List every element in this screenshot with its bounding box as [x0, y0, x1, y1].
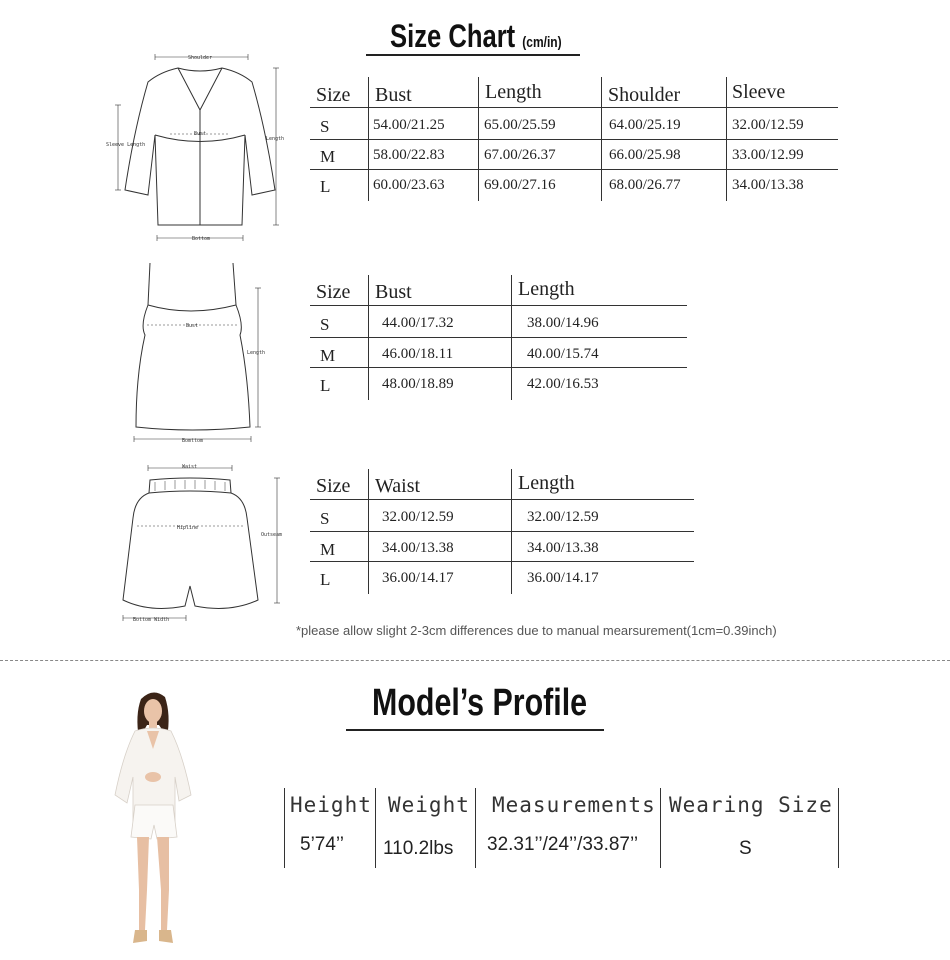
cami-th-size: Size: [316, 281, 351, 303]
top-rule-1: [310, 107, 838, 108]
shorts-cell: 36.00/14.17: [382, 570, 454, 586]
top-sketch: [100, 50, 300, 250]
shorts-cell: 32.00/12.59: [527, 509, 599, 525]
top-cell: 69.00/27.16: [484, 177, 556, 193]
top-cell: 64.00/25.19: [609, 117, 681, 133]
top-rule-2: [310, 139, 838, 140]
section-divider: [0, 660, 950, 661]
cami-rule-3: [310, 367, 687, 368]
shorts-th-waist: Waist: [375, 475, 421, 497]
model-photo-svg: [105, 685, 205, 955]
top-col-rule-3: [601, 77, 602, 201]
profile-col-rule-1: [375, 788, 376, 868]
top-label-sleeve: Sleeve Length: [106, 142, 146, 148]
top-label-shoulder: Shoulder: [188, 55, 213, 61]
cami-cell: 42.00/16.53: [527, 376, 599, 392]
top-cell: 65.00/25.59: [484, 117, 556, 133]
top-label-bottom: Bottom: [192, 236, 211, 242]
cami-sketch-svg: [120, 255, 280, 450]
cami-cell: 48.00/18.89: [382, 376, 454, 392]
profile-height-value: 5’74’’: [300, 834, 345, 855]
cami-cell: L: [320, 376, 331, 395]
top-col-rule-4: [726, 77, 727, 201]
top-cell: 32.00/12.59: [732, 117, 804, 133]
top-cell: 34.00/13.38: [732, 177, 804, 193]
profile-weight-value: 110.2lbs: [383, 838, 454, 859]
shorts-label-waist: Waist: [182, 464, 198, 470]
shorts-cell: 36.00/14.17: [527, 570, 599, 586]
top-th-sleeve: Sleeve: [732, 81, 786, 103]
cami-cell: 38.00/14.96: [527, 315, 599, 331]
cami-label-bottom: Bomttom: [182, 438, 204, 444]
profile-th-height: Height: [290, 793, 372, 817]
profile-th-measurements: Measurements: [492, 793, 656, 817]
top-th-size: Size: [316, 84, 351, 106]
cami-cell: S: [320, 315, 330, 334]
shorts-sketch: [115, 458, 295, 630]
profile-col-rule-0: [284, 788, 285, 868]
shorts-cell: L: [320, 570, 331, 589]
top-cell: L: [320, 177, 331, 196]
shorts-sketch-svg: [115, 458, 295, 630]
shorts-col-rule-1: [368, 469, 369, 594]
top-cell: 33.00/12.99: [732, 147, 804, 163]
cami-label-length: Length: [247, 350, 266, 356]
model-profile-underline: [346, 729, 604, 731]
cami-cell: 40.00/15.74: [527, 346, 599, 362]
cami-col-rule-1: [368, 275, 369, 400]
top-cell: 60.00/23.63: [373, 177, 445, 193]
size-chart-title: [390, 18, 562, 55]
shorts-th-length: Length: [518, 472, 575, 494]
shorts-cell: 32.00/12.59: [382, 509, 454, 525]
top-cell: S: [320, 117, 330, 136]
top-label-length: Length: [266, 136, 285, 142]
top-cell: 67.00/26.37: [484, 147, 556, 163]
size-chart-unit: (cm/in): [522, 34, 562, 51]
top-cell: M: [320, 147, 336, 166]
profile-measurements-value: 32.31’’/24’’/33.87’’: [487, 834, 639, 855]
top-rule-3: [310, 169, 838, 170]
top-th-shoulder: Shoulder: [608, 84, 681, 106]
cami-th-length: Length: [518, 278, 575, 300]
shorts-col-rule-2: [511, 469, 512, 594]
top-th-length: Length: [485, 81, 542, 103]
profile-col-rule-4: [838, 788, 839, 868]
top-col-rule-2: [478, 77, 479, 201]
shorts-label-hipline: Hipline: [177, 525, 199, 531]
model-profile-title: Model’s Profile: [372, 682, 588, 724]
cami-th-bust: Bust: [375, 281, 412, 303]
shorts-cell: S: [320, 509, 330, 528]
top-label-bust: Bust: [194, 131, 207, 137]
top-cell: 58.00/22.83: [373, 147, 445, 163]
top-cell: 54.00/21.25: [373, 117, 445, 133]
top-cell: 68.00/26.77: [609, 177, 681, 193]
size-chart-title-underline: [366, 54, 580, 56]
profile-wearing-size-value: S: [739, 838, 752, 859]
profile-col-rule-2: [475, 788, 476, 868]
profile-col-rule-3: [660, 788, 661, 868]
shorts-cell: M: [320, 540, 336, 559]
cami-rule-2: [310, 337, 687, 338]
profile-th-wearing-size: Wearing Size: [669, 793, 833, 817]
cami-cell: M: [320, 346, 336, 365]
cami-label-bust: Bust: [186, 323, 199, 329]
model-photo: [105, 685, 205, 955]
shorts-th-size: Size: [316, 475, 351, 497]
measurement-note: *please allow slight 2-3cm differences due to manual mearsurement(1cm=0.39inch): [296, 623, 777, 638]
cami-sketch: [120, 255, 280, 450]
top-sketch-svg: [100, 50, 300, 250]
cami-cell: 44.00/17.32: [382, 315, 454, 331]
top-cell: 66.00/25.98: [609, 147, 681, 163]
cami-rule-1: [310, 305, 687, 306]
shorts-label-bottom: Bottom Width: [133, 617, 170, 623]
shorts-label-outseam: Outseam: [261, 532, 283, 538]
cami-cell: 46.00/18.11: [382, 346, 454, 362]
cami-col-rule-2: [511, 275, 512, 400]
top-th-bust: Bust: [375, 84, 412, 106]
shorts-cell: 34.00/13.38: [527, 540, 599, 556]
size-chart-title-text: Size Chart: [390, 18, 516, 54]
top-col-rule-1: [368, 77, 369, 201]
profile-th-weight: Weight: [388, 793, 470, 817]
shorts-cell: 34.00/13.38: [382, 540, 454, 556]
